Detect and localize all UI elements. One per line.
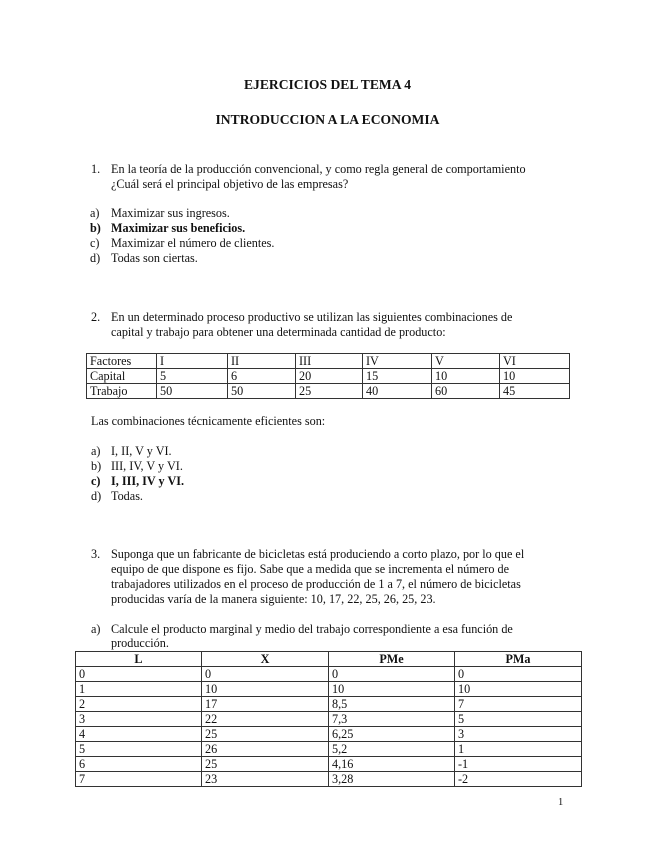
table-cell: IV [363, 354, 432, 369]
table-cell: 4,16 [329, 757, 455, 772]
document-subtitle: INTRODUCCION A LA ECONOMIA [215, 112, 440, 127]
table-cell: 1 [76, 682, 202, 697]
table-cell: 6 [228, 369, 296, 384]
table-cell: 7 [455, 697, 582, 712]
option-letter: d) [90, 251, 101, 265]
table-cell: 10 [202, 682, 329, 697]
table-cell: 25 [296, 384, 363, 399]
table-cell: 0 [202, 667, 329, 682]
option-c-correct: I, III, IV y VI. [111, 474, 185, 488]
option-letter: a) [91, 444, 101, 458]
table-cell: 7,3 [329, 712, 455, 727]
table-cell: 3,28 [329, 772, 455, 787]
table-cell: Trabajo [87, 384, 157, 399]
option-d: Todas. [111, 489, 143, 503]
table-row [76, 697, 582, 712]
column-header-pme: PMe [329, 652, 455, 667]
table-cell: 5 [76, 742, 202, 757]
table-row [76, 772, 582, 787]
question-text-line: producidas varía de la manera siguiente: 10, 17, 22, 25, 26, 25, 23. [111, 592, 436, 606]
table-row [87, 369, 570, 384]
table-row [87, 354, 570, 369]
table-cell: 25 [202, 757, 329, 772]
option-d: Todas son ciertas. [111, 251, 198, 265]
table-cell: 0 [76, 667, 202, 682]
option-letter: b) [91, 459, 102, 473]
question-number: 3. [91, 547, 101, 561]
option-letter: c) [91, 474, 101, 488]
table-cell: 50 [157, 384, 228, 399]
table-cell: II [228, 354, 296, 369]
table-row [76, 682, 582, 697]
option-b-correct: Maximizar sus beneficios. [111, 221, 246, 235]
table-cell: 1 [455, 742, 582, 757]
table-row [76, 667, 582, 682]
table-row [87, 384, 570, 399]
question-text-line: Suponga que un fabricante de bicicletas está produciendo a corto plazo, por lo que el [111, 547, 525, 561]
question-text-line: trabajadores utilizados en el proceso de producción de 1 a 7, el número de bicicletas [111, 577, 521, 591]
table-cell: 0 [455, 667, 582, 682]
table-row [76, 727, 582, 742]
table-cell: 5 [455, 712, 582, 727]
part-a-text-line: producción. [111, 636, 169, 650]
table-cell: 3 [76, 712, 202, 727]
production-table [75, 651, 582, 787]
table-row [76, 712, 582, 727]
table-cell: 25 [202, 727, 329, 742]
question-text-line: equipo de que dispone es fijo. Sabe que a medida que se incrementa el número de [111, 562, 509, 576]
question-number: 2. [91, 310, 101, 324]
part-letter: a) [91, 622, 101, 636]
table-cell: 3 [455, 727, 582, 742]
table-cell: 4 [76, 727, 202, 742]
table-cell: 20 [296, 369, 363, 384]
column-header-l: L [76, 652, 202, 667]
table-cell: 0 [329, 667, 455, 682]
table-cell: V [432, 354, 500, 369]
table-cell: 5 [157, 369, 228, 384]
table-cell: -1 [455, 757, 582, 772]
table-cell: 5,2 [329, 742, 455, 757]
question-prompt: Las combinaciones técnicamente eficientes son: [91, 414, 326, 428]
table-cell: 8,5 [329, 697, 455, 712]
table-row [76, 757, 582, 772]
table-cell: 26 [202, 742, 329, 757]
column-header-pma: PMa [455, 652, 582, 667]
table-cell: Capital [87, 369, 157, 384]
option-letter: b) [90, 221, 101, 235]
table-cell: 17 [202, 697, 329, 712]
question-text-line: En un determinado proceso productivo se utilizan las siguientes combinaciones de [111, 310, 513, 324]
option-letter: c) [90, 236, 100, 250]
page-number: 1 [558, 797, 564, 808]
table-cell: 40 [363, 384, 432, 399]
table-cell: Factores [87, 354, 157, 369]
question-text-line: En la teoría de la producción convencional, y como regla general de comportamiento [111, 162, 526, 176]
question-text-line: ¿Cuál será el principal objetivo de las empresas? [111, 177, 349, 191]
option-b: III, IV, V y VI. [111, 459, 183, 473]
document-title: EJERCICIOS DEL TEMA 4 [243, 77, 412, 92]
table-row [76, 742, 582, 757]
table-cell: 10 [455, 682, 582, 697]
table-cell: 60 [432, 384, 500, 399]
table-cell: 6 [76, 757, 202, 772]
table-cell: III [296, 354, 363, 369]
question-text-line: capital y trabajo para obtener una determinada cantidad de producto: [111, 325, 446, 339]
question-number: 1. [91, 162, 101, 176]
table-cell: VI [500, 354, 570, 369]
part-a-text-line: Calcule el producto marginal y medio del trabajo correspondiente a esa función de [111, 622, 513, 636]
option-letter: a) [90, 206, 100, 220]
table-cell: 22 [202, 712, 329, 727]
table-cell: 2 [76, 697, 202, 712]
option-letter: d) [91, 489, 102, 503]
table-cell: 7 [76, 772, 202, 787]
factors-table [86, 353, 570, 399]
table-cell: 10 [432, 369, 500, 384]
table-cell: 10 [329, 682, 455, 697]
table-cell: 10 [500, 369, 570, 384]
table-cell: 6,25 [329, 727, 455, 742]
table-cell: -2 [455, 772, 582, 787]
option-a: Maximizar sus ingresos. [111, 206, 230, 220]
table-cell: 15 [363, 369, 432, 384]
table-header-row [76, 652, 582, 667]
column-header-x: X [202, 652, 329, 667]
table-cell: 23 [202, 772, 329, 787]
table-cell: I [157, 354, 228, 369]
option-a: I, II, V y VI. [111, 444, 172, 458]
table-cell: 50 [228, 384, 296, 399]
table-cell: 45 [500, 384, 570, 399]
option-c: Maximizar el número de clientes. [111, 236, 275, 250]
